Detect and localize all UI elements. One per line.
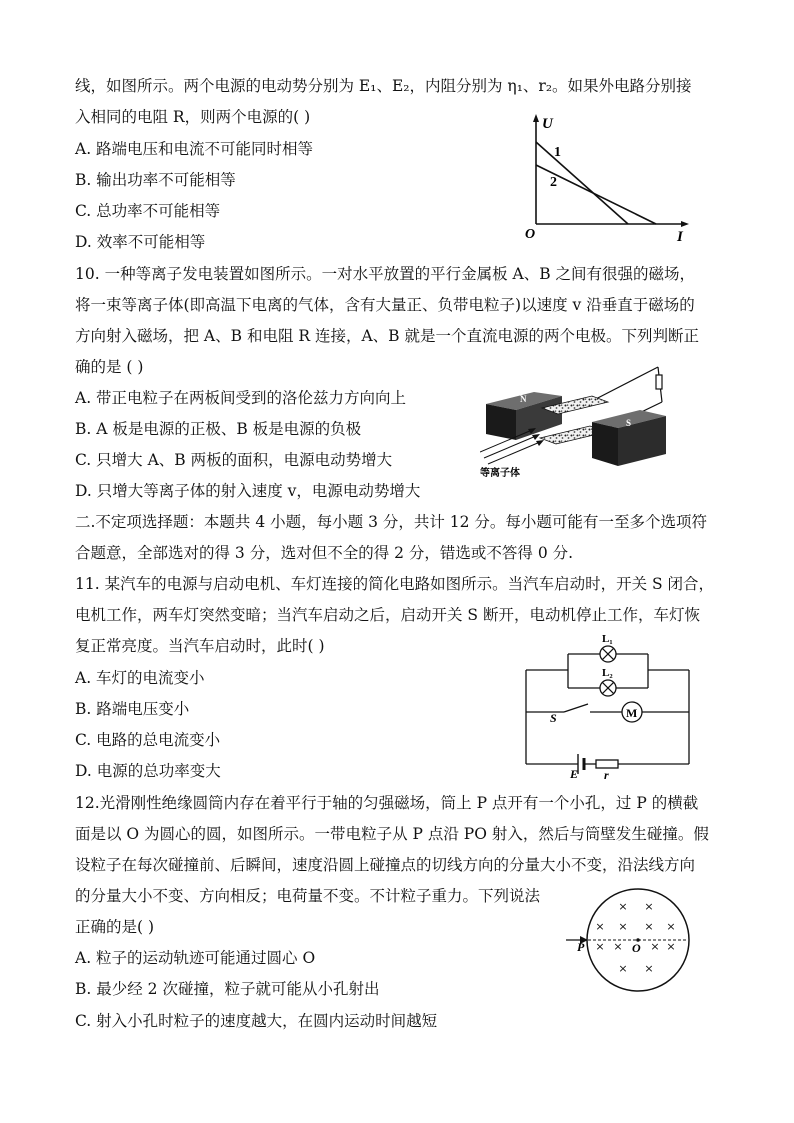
field-cross-7: × bbox=[595, 940, 605, 953]
lamp1-icon bbox=[600, 646, 616, 662]
q9-ui-graph bbox=[520, 112, 695, 247]
lamp1-label: L₁ bbox=[602, 633, 613, 645]
north-pole-label: N bbox=[520, 394, 527, 404]
q9-option-a: A. 路端电压和电流不可能同时相等 bbox=[75, 140, 314, 158]
field-cross-10: × bbox=[666, 940, 676, 953]
q10-stem-line-4: 确的是 ( ) bbox=[75, 358, 144, 376]
y-axis-label: U bbox=[542, 116, 553, 132]
field-cross-4: × bbox=[618, 920, 628, 933]
q11-stem-line-2: 电机工作，两车灯突然变暗；当汽车启动之后，启动开关 S 断开，电动机停止工作，车灯恢 bbox=[75, 606, 700, 624]
q9-option-d: D. 效率不可能相等 bbox=[75, 233, 206, 251]
field-cross-5: × bbox=[644, 920, 654, 933]
q10-plasma-generator-figure bbox=[480, 362, 680, 482]
field-cross-11: × bbox=[618, 962, 628, 975]
north-magnet-front bbox=[486, 404, 516, 440]
q12-stem-line-3: 设粒子在每次碰撞前、后瞬间，速度沿圆上碰撞点的切线方向的分量大小不变，沿法线方向 bbox=[75, 856, 696, 874]
q10-stem-line-1: 10. 一种等离子发电装置如图所示。一对水平放置的平行金属板 A、B 之间有很强的磁场， bbox=[75, 265, 696, 283]
emf-label: E bbox=[570, 767, 579, 780]
wire-top bbox=[590, 367, 658, 402]
origin-label: O bbox=[525, 227, 536, 242]
line-2-label: 2 bbox=[550, 175, 557, 190]
q9-stem-line-1: 线，如图所示。两个电源的电动势分别为 E₁、E₂，内阻分别为 η₁、r₂。如果外电路分别接 bbox=[75, 77, 692, 95]
section2-line-2: 合题意，全部选对的得 3 分，选对但不全的得 2 分，错选或不答得 0 分. bbox=[75, 544, 574, 562]
south-pole-label: S bbox=[626, 418, 632, 428]
y-axis-arrow bbox=[533, 114, 539, 122]
q12-stem-line-1: 12.光滑刚性绝缘圆筒内存在着平行于轴的匀强磁场，筒上 P 点开有一个小孔，过 P 的横截 bbox=[75, 794, 699, 812]
plasma-arrowhead-3 bbox=[536, 440, 544, 446]
internal-resistor bbox=[596, 760, 618, 768]
q11-stem-line-1: 11. 某汽车的电源与启动电机、车灯连接的简化电路如图所示。当汽车启动时，开关 S 闭合， bbox=[75, 575, 715, 593]
switch-blade bbox=[564, 704, 588, 712]
field-cross-1: × bbox=[618, 900, 628, 913]
point-p-label: P bbox=[577, 940, 585, 954]
q12-stem-line-5: 正确的是( ) bbox=[75, 918, 155, 936]
q12-option-c: C. 射入小孔时粒子的速度越大，在圆内运动时间越短 bbox=[75, 1012, 438, 1030]
south-magnet-front bbox=[592, 422, 618, 466]
lamp2-label: L₂ bbox=[602, 667, 613, 679]
q11-option-c: C. 电路的总电流变小 bbox=[75, 731, 221, 749]
q12-stem-line-4: 的分量大小不变、方向相反；电荷量不变。不计粒子重力。下列说法 bbox=[75, 887, 541, 905]
x-axis-label: I bbox=[677, 229, 683, 245]
q12-option-b: B. 最少经 2 次碰撞，粒子就可能从小孔射出 bbox=[75, 980, 380, 998]
plasma-arrowhead-2 bbox=[532, 434, 540, 440]
lamp2-icon bbox=[600, 680, 616, 696]
q11-option-a: A. 车灯的电流变小 bbox=[75, 669, 205, 687]
plasma-label: 等离子体 bbox=[480, 468, 520, 479]
line-2 bbox=[536, 165, 656, 224]
line-1-label: 1 bbox=[554, 145, 561, 160]
q10-option-c: C. 只增大 A、B 两板的面积，电源电动势增大 bbox=[75, 451, 393, 469]
q12-option-a: A. 粒子的运动轨迹可能通过圆心 O bbox=[75, 949, 316, 967]
resistor-r bbox=[656, 375, 662, 389]
section2-line-1: 二.不定项选择题：本题共 4 小题，每小题 3 分，共计 12 分。每小题可能有一至多个选项符 bbox=[75, 513, 707, 531]
field-cross-2: × bbox=[644, 900, 654, 913]
q11-stem-line-3: 复正常亮度。当汽车启动时，此时( ) bbox=[75, 637, 325, 655]
q10-stem-line-2: 将一束等离子体(即高温下电离的气体，含有大量正、负带电粒子)以速度 v 沿垂直于磁场的 bbox=[75, 296, 695, 314]
field-cross-8: × bbox=[613, 940, 623, 953]
q11-option-d: D. 电源的总功率变大 bbox=[75, 762, 221, 780]
field-cross-12: × bbox=[644, 962, 654, 975]
q9-option-c: C. 总功率不可能相等 bbox=[75, 202, 221, 220]
q11-option-b: B. 路端电压变小 bbox=[75, 700, 190, 718]
switch-label: S bbox=[550, 711, 557, 725]
q9-option-b: B. 输出功率不可能相等 bbox=[75, 171, 236, 189]
point-o-label: O bbox=[632, 941, 641, 955]
field-cross-6: × bbox=[666, 920, 676, 933]
q12-stem-line-2: 面是以 O 为圆心的圆，如图所示。一带电粒子从 P 点沿 PO 射入，然后与筒壁发生碰撞。假 bbox=[75, 825, 709, 843]
resistor-label: r bbox=[604, 768, 609, 780]
q10-option-a: A. 带正电粒子在两板间受到的洛伦兹力方向向上 bbox=[75, 389, 407, 407]
q10-stem-line-3: 方向射入磁场，把 A、B 和电阻 R 连接，A、B 就是一个直流电源的两个电极。下列判断正 bbox=[75, 327, 699, 345]
q11-circuit-diagram bbox=[520, 630, 695, 780]
field-cross-9: × bbox=[650, 940, 660, 953]
field-cross-3: × bbox=[595, 920, 605, 933]
q12-cylinder-figure bbox=[558, 884, 693, 994]
q9-stem-line-2: 入相同的电阻 R，则两个电源的( ) bbox=[75, 108, 311, 126]
x-axis-arrow bbox=[681, 221, 689, 227]
q10-option-d: D. 只增大等离子体的射入速度 v，电源电动势增大 bbox=[75, 482, 421, 500]
q10-option-b: B. A 板是电源的正极、B 板是电源的负极 bbox=[75, 420, 362, 438]
motor-label: M bbox=[626, 706, 638, 720]
battery-icon bbox=[578, 754, 584, 774]
